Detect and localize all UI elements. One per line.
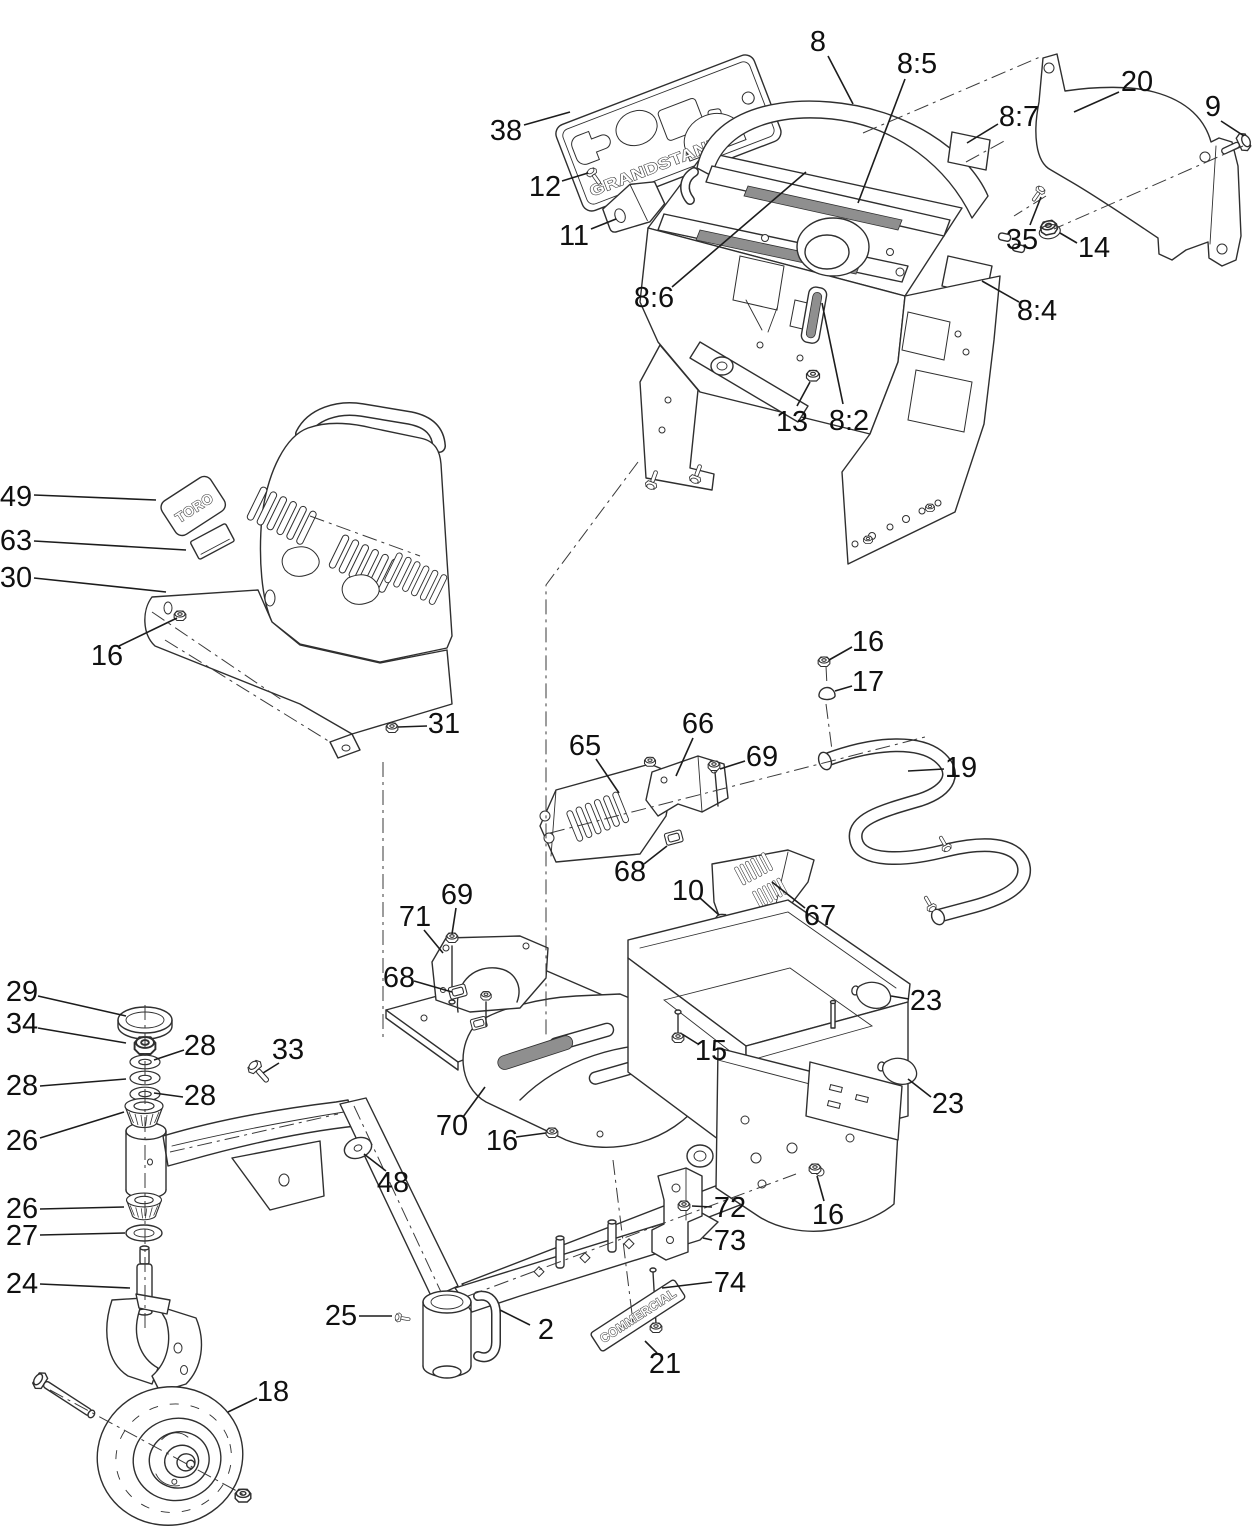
bearing-26-upper — [125, 1099, 163, 1128]
callout-leader-29-31 — [38, 996, 126, 1016]
callout-label-63-15: 63 — [0, 525, 33, 557]
caster-wheel-18 — [82, 1371, 257, 1530]
callout-label-16-22: 16 — [851, 626, 885, 658]
commercial-decal-21 — [590, 1279, 686, 1352]
callout-label-8-1: 8 — [809, 26, 827, 58]
callout-label-70-41: 70 — [435, 1110, 469, 1142]
callout-leader-63-15 — [34, 541, 186, 550]
callout-label-17-23: 17 — [851, 666, 885, 698]
callout-label-21-53: 21 — [648, 1348, 682, 1380]
callout-leader-16-22 — [829, 647, 852, 660]
callout-label-24-40: 24 — [5, 1268, 39, 1300]
callout-label-28-35: 28 — [183, 1080, 217, 1112]
callout-label-8:5-2: 8:5 — [896, 48, 938, 80]
callout-label-38-0: 38 — [489, 115, 523, 147]
callout-leader-17-23 — [835, 686, 852, 691]
nut-72 — [678, 1201, 690, 1211]
nut-14 — [1037, 219, 1061, 241]
callout-label-30-16: 30 — [0, 562, 33, 594]
clip-68-a — [664, 830, 684, 846]
callout-label-35-9: 35 — [1005, 224, 1039, 256]
control-tower-weldment-8 — [640, 101, 1027, 564]
callout-leader-26-38 — [40, 1207, 124, 1209]
callout-label-48-43: 48 — [376, 1167, 410, 1199]
callout-label-69-21: 69 — [745, 741, 779, 773]
callout-label-66-20: 66 — [681, 708, 715, 740]
callout-label-31-18: 31 — [427, 708, 461, 740]
bolt-33 — [245, 1058, 273, 1087]
callout-leader-34-32 — [38, 1028, 126, 1043]
nut-16-c — [818, 657, 830, 667]
callout-label-8:6-8: 8:6 — [633, 282, 675, 314]
callout-label-8:2-13: 8:2 — [828, 405, 870, 437]
callout-label-11-7: 11 — [558, 220, 590, 252]
callout-label-23-46: 23 — [931, 1088, 965, 1120]
callout-leader-28-33 — [154, 1050, 184, 1060]
callout-label-29-31: 29 — [5, 976, 39, 1008]
toro-decal-text: TORO — [172, 489, 217, 526]
callout-leader-38-0 — [524, 112, 570, 125]
callout-leader-2-52 — [500, 1310, 530, 1325]
callout-label-2-52: 2 — [537, 1314, 555, 1346]
nut-31 — [386, 723, 398, 733]
callout-leader-73-49 — [703, 1238, 712, 1240]
callout-label-69-29: 69 — [440, 879, 474, 911]
callout-leader-30-16 — [34, 578, 166, 592]
axle-bolt — [30, 1370, 99, 1423]
callout-leader-28-34 — [40, 1079, 126, 1086]
callout-label-68-25: 68 — [613, 856, 647, 888]
callout-leader-31-18 — [398, 726, 427, 727]
callout-label-34-32: 34 — [5, 1008, 39, 1040]
callout-label-27-39: 27 — [5, 1220, 39, 1252]
cap-17 — [819, 688, 835, 700]
callout-label-71-28: 71 — [398, 901, 432, 933]
callout-label-10-26: 10 — [671, 875, 705, 907]
callout-leader-8:5-2 — [858, 79, 905, 203]
callout-label-19-24: 19 — [944, 752, 978, 784]
callout-label-72-48: 72 — [713, 1192, 747, 1224]
backrest-panel-30 — [246, 409, 452, 662]
callout-label-16-42: 16 — [485, 1125, 519, 1157]
bearing-26-lower — [127, 1193, 162, 1220]
callout-leader-19-24 — [908, 769, 944, 771]
callout-label-49-14: 49 — [0, 481, 33, 513]
callout-leader-71-28 — [424, 930, 443, 953]
callout-leader-26-36 — [40, 1112, 124, 1138]
nut-16-h — [809, 1164, 821, 1174]
bolt-25 — [394, 1312, 411, 1324]
callout-leader-35-9 — [1030, 197, 1041, 225]
callout-label-8:7-3: 8:7 — [998, 101, 1040, 133]
callout-leader-9-5 — [1221, 121, 1244, 136]
callout-label-12-6: 12 — [528, 171, 562, 203]
nut-13 — [807, 370, 820, 381]
commercial-decal-text: COMMERCIAL — [597, 1284, 682, 1346]
callout-label-68-30: 68 — [382, 962, 416, 994]
callout-label-26-36: 26 — [5, 1125, 39, 1157]
callout-leader-49-14 — [34, 495, 156, 500]
caster-fork — [107, 1294, 202, 1392]
callout-leader-69-29 — [452, 908, 456, 934]
callout-leader-14-10 — [1060, 233, 1077, 243]
axle-nut — [235, 1489, 251, 1502]
callout-leader-8-1 — [828, 56, 853, 104]
callout-label-8:4-11: 8:4 — [1016, 295, 1058, 327]
callout-label-74-50: 74 — [713, 1267, 747, 1299]
callout-label-9-5: 9 — [1204, 91, 1222, 123]
plate-63 — [190, 523, 235, 559]
callout-label-13-12: 13 — [775, 406, 809, 438]
callout-label-15-44: 15 — [694, 1035, 728, 1067]
callout-label-65-19: 65 — [568, 730, 602, 762]
grandstand-decal-text: GRANDSTAND — [587, 143, 701, 201]
callout-leader-16-42 — [516, 1133, 546, 1137]
seal-27 — [126, 1225, 162, 1241]
callout-leader-24-40 — [40, 1284, 130, 1288]
handle-tube-19 — [816, 745, 1024, 927]
callout-label-25-51: 25 — [324, 1300, 358, 1332]
callout-label-28-33: 28 — [183, 1030, 217, 1062]
callout-label-20-4: 20 — [1120, 66, 1154, 98]
callout-leader-72-48 — [692, 1206, 712, 1207]
callout-label-14-10: 14 — [1077, 232, 1111, 264]
callout-leader-23-46 — [908, 1079, 931, 1097]
callouts-layer — [0, 26, 1244, 1412]
nut-16-g — [546, 1128, 558, 1138]
callout-label-26-38: 26 — [5, 1193, 39, 1225]
callout-label-28-34: 28 — [5, 1070, 39, 1102]
callout-label-18-54: 18 — [256, 1376, 290, 1408]
callout-leader-27-39 — [40, 1233, 125, 1235]
callout-leader-18-54 — [228, 1398, 257, 1412]
callout-label-67-27: 67 — [803, 900, 837, 932]
callout-label-16-17: 16 — [90, 640, 124, 672]
callout-leader-68-25 — [644, 846, 667, 864]
callout-label-16-47: 16 — [811, 1199, 845, 1231]
callout-label-23-45: 23 — [909, 985, 943, 1017]
callout-label-73-49: 73 — [713, 1225, 747, 1257]
callout-label-33-37: 33 — [271, 1034, 305, 1066]
